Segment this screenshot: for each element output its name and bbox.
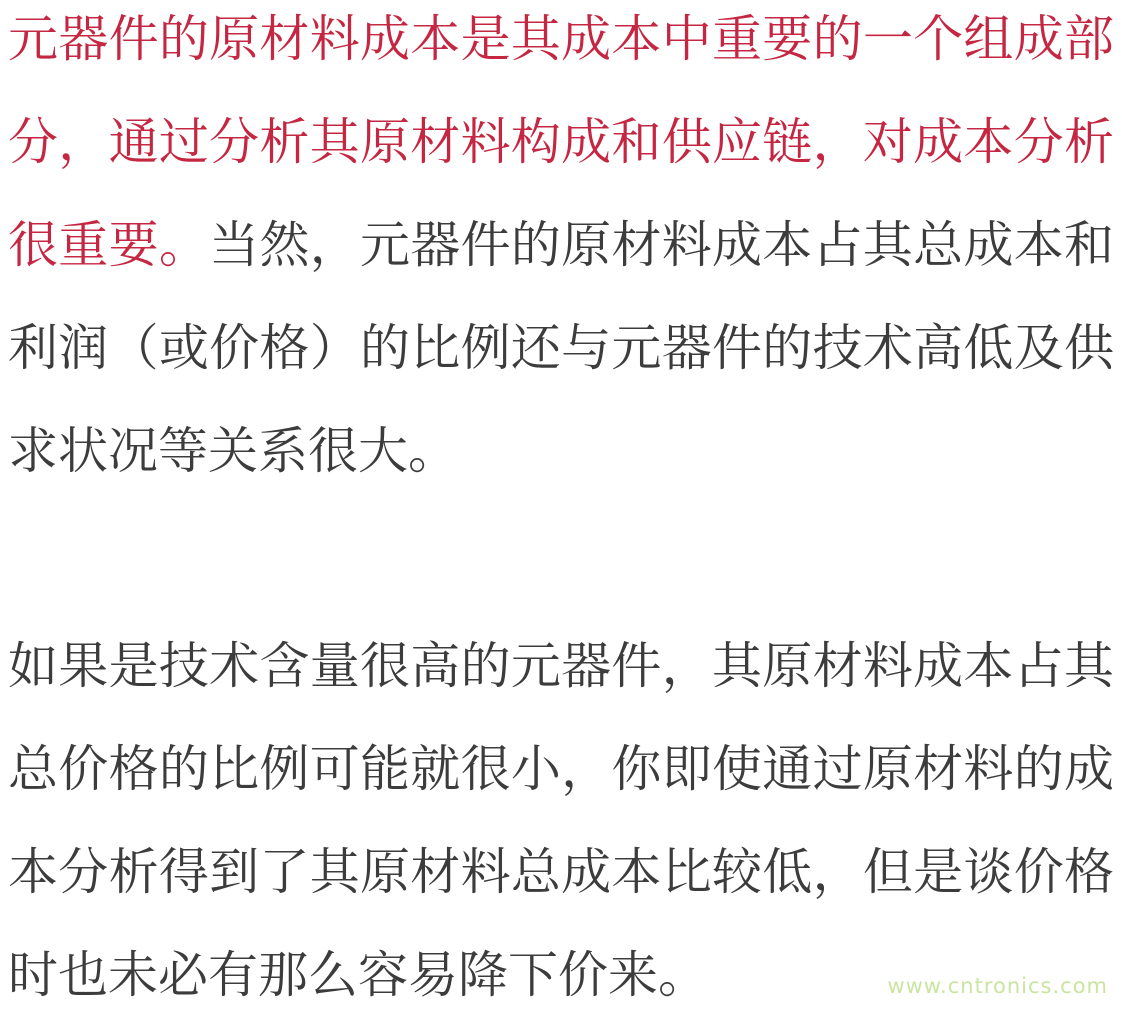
highlighted-lead-text: 元器件的原材料成本是其成本中重要的一个组成部分，通过分析其原材料构成和供应链，对成本分析很重要。 [8,10,1114,274]
body-text: 当然，元器件的原材料成本占其总成本和利润（或价格）的比例还与元器件的技术高低及供求状况等关系很大。 [8,216,1115,480]
watermark-url: www.cntronics.com [887,974,1108,998]
paragraph-1 [8,0,1114,503]
paragraph-2 [8,615,1114,1015]
body-text: 如果是技术含量很高的元器件，其原材料成本占其总价格的比例可能就很小，你即使通过原材料的成本分析得到了其原材料总成本比较低，但是谈价格时也未必有那么容易降下价来。 [8,637,1114,1004]
article-body [8,0,1114,1015]
